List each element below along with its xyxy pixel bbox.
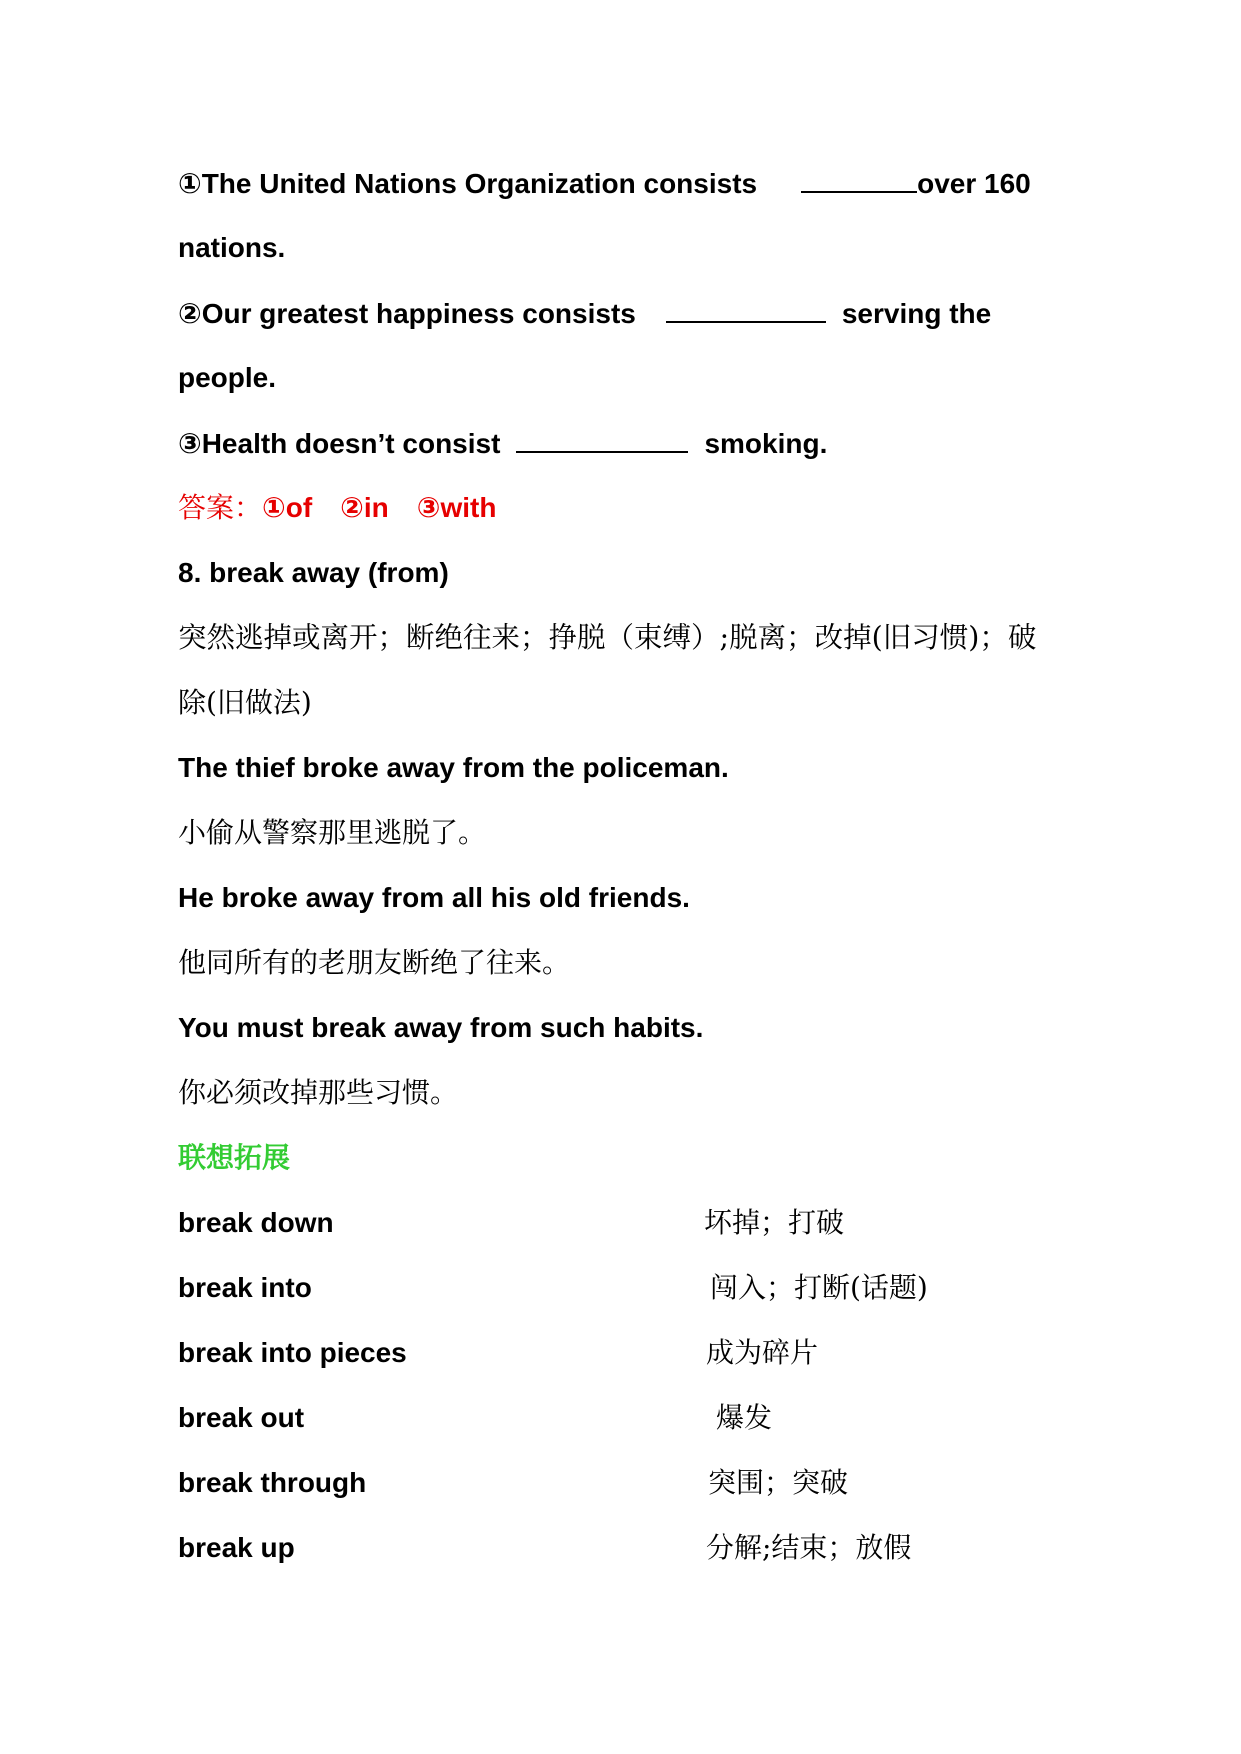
extension-meaning: 闯入；打断(话题) xyxy=(710,1271,928,1304)
exercise-2-blank xyxy=(666,293,826,323)
exercise-1-line xyxy=(178,163,1031,203)
extension-meaning: 爆发 xyxy=(716,1401,773,1434)
exercise-3-line xyxy=(178,423,827,463)
example-3-chinese: 你必须改掉那些习惯。 xyxy=(178,1076,459,1109)
extension-meaning: 分解;结束；放假 xyxy=(706,1531,912,1564)
extension-term: break out xyxy=(178,1402,305,1433)
exercise-2-line xyxy=(178,293,991,333)
entry-definition-line-2: 除(旧做法) xyxy=(178,686,312,719)
extension-term: break into pieces xyxy=(178,1337,407,1368)
exercise-1-continuation: nations. xyxy=(178,232,286,263)
extension-term: break through xyxy=(178,1467,367,1498)
answer-2: ②in xyxy=(340,492,389,523)
answer-3: ③with xyxy=(416,492,497,523)
answer-label: 答案： xyxy=(178,491,263,524)
example-1-english: The thief broke away from the policeman. xyxy=(178,752,729,783)
exercise-1-text: ①The United Nations Organization consists xyxy=(178,168,758,199)
exercise-1-tail: over 160 xyxy=(917,168,1031,199)
answer-1: ①of xyxy=(262,492,313,523)
extension-heading: 联想拓展 xyxy=(178,1141,291,1174)
exercise-1-blank xyxy=(801,163,917,193)
entry-heading: 8. break away (from) xyxy=(178,557,449,588)
exercise-2-tail: serving the xyxy=(841,298,992,329)
extension-term: break into xyxy=(178,1272,312,1303)
entry-definition-line-1: 突然逃掉或离开；断绝往来；挣脱（束缚）;脱离；改掉(旧习惯)；破 xyxy=(178,621,1037,654)
example-3-english: You must break away from such habits. xyxy=(178,1012,704,1043)
example-1-chinese: 小偷从警察那里逃脱了。 xyxy=(178,816,487,849)
extension-meaning: 突围；突破 xyxy=(708,1466,849,1499)
exercise-2-continuation: people. xyxy=(178,362,277,393)
extension-meaning: 成为碎片 xyxy=(706,1336,819,1369)
example-2-english: He broke away from all his old friends. xyxy=(178,882,690,913)
extension-term: break up xyxy=(178,1532,295,1563)
exercise-3-blank xyxy=(516,423,688,453)
extension-meaning: 坏掉；打破 xyxy=(704,1206,845,1239)
exercise-3-text: ③Health doesn’t consist xyxy=(178,428,501,459)
example-2-chinese: 他同所有的老朋友断绝了往来。 xyxy=(178,946,571,979)
exercise-2-text: ②Our greatest happiness consists xyxy=(178,298,636,329)
answer-line xyxy=(178,488,496,528)
exercise-3-tail: smoking. xyxy=(704,428,828,459)
extension-term: break down xyxy=(178,1207,334,1238)
